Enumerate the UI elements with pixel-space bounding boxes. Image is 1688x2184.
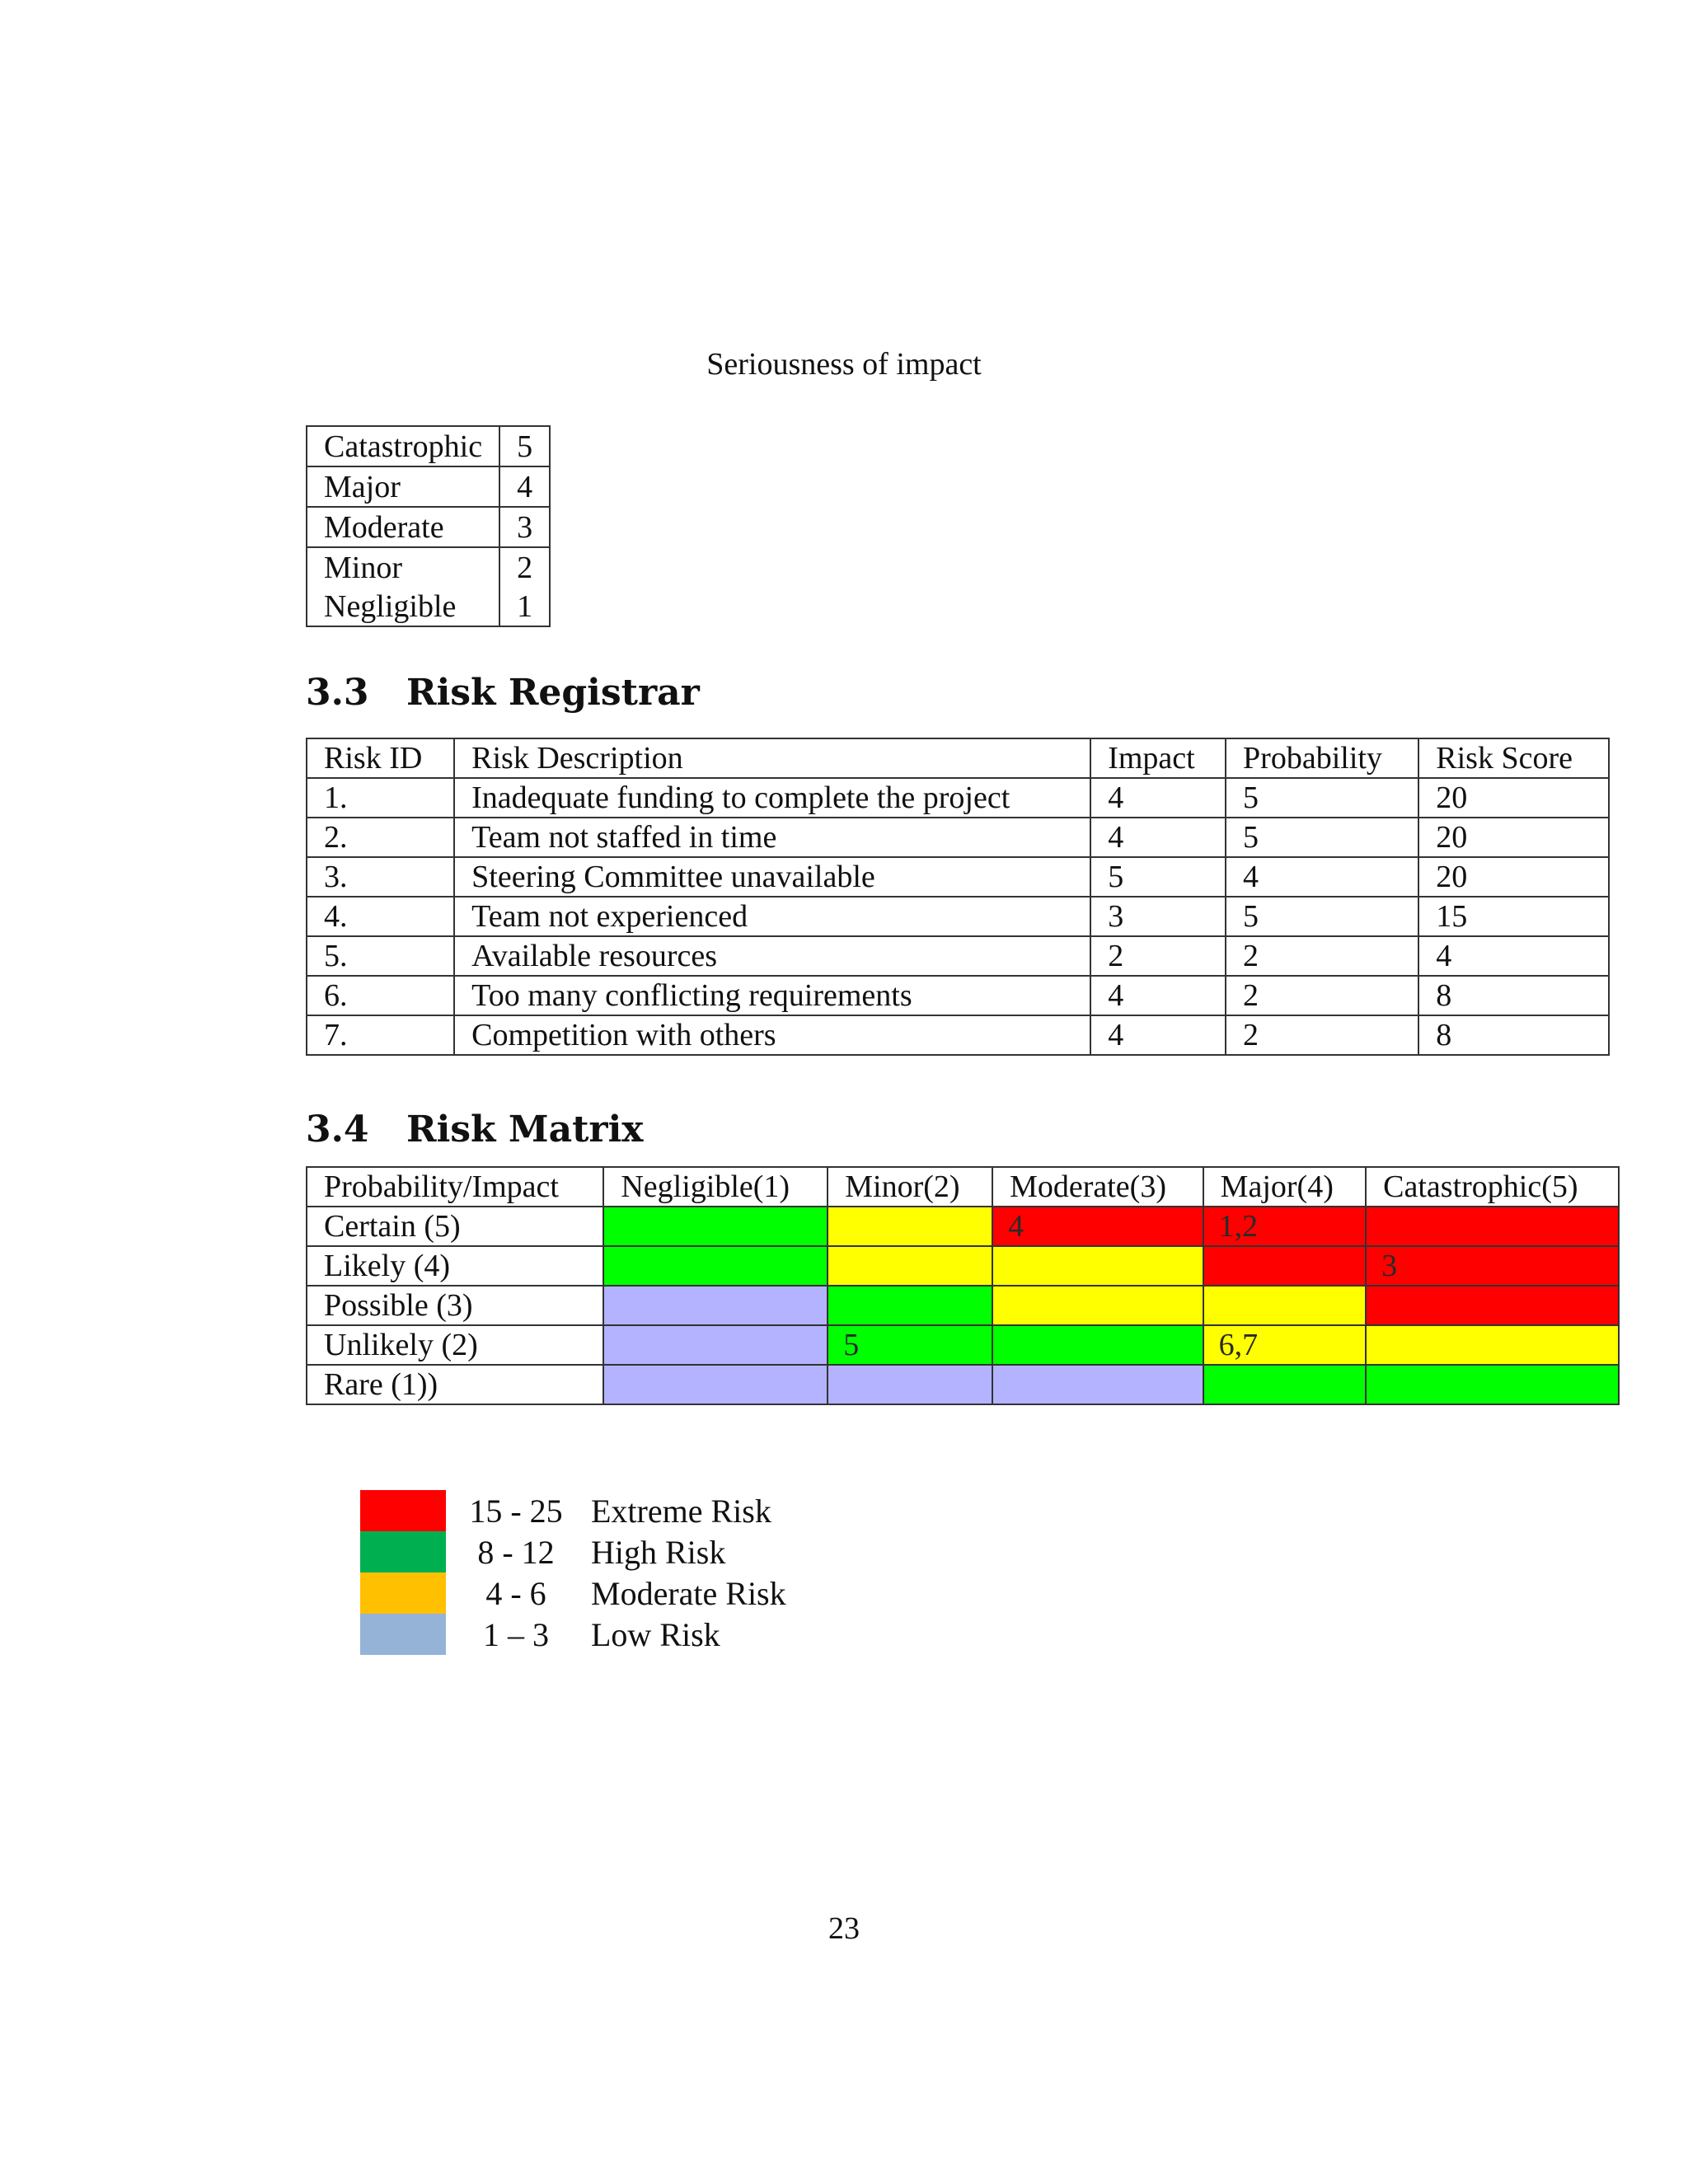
table-cell: 5 [1090, 857, 1226, 897]
legend-row [360, 1614, 786, 1655]
table-cell: 1. [307, 778, 454, 818]
table-cell: 4 [1090, 1015, 1226, 1055]
column-header: Risk ID [307, 738, 454, 778]
legend-label: High Risk [591, 1533, 726, 1571]
table-cell: Inadequate funding to complete the project [454, 778, 1090, 818]
legend-range: 1 – 3 [483, 1615, 549, 1653]
legend-label: Moderate Risk [591, 1574, 786, 1612]
severity-row [307, 507, 550, 547]
section-title: Risk Matrix [406, 1108, 644, 1151]
severity-row [307, 547, 550, 587]
matrix-cell [1203, 1286, 1366, 1325]
matrix-cell [603, 1365, 828, 1404]
risk-registrar-table [306, 738, 1610, 1056]
table-cell: 2 [1226, 1015, 1418, 1055]
table-row [307, 857, 1609, 897]
matrix-row-label: Possible (3) [307, 1286, 603, 1325]
section-number: 3.4 [306, 1108, 369, 1151]
matrix-row-label: Unlikely (2) [307, 1325, 603, 1365]
table-cell: 8 [1418, 976, 1609, 1015]
matrix-column-header: Moderate(3) [992, 1167, 1203, 1207]
legend-swatch [360, 1572, 446, 1614]
severity-value: 3 [499, 507, 550, 547]
matrix-cell [992, 1246, 1203, 1286]
severity-table-body [307, 426, 550, 626]
severity-label: Negligible [307, 587, 499, 626]
severity-row [307, 426, 550, 466]
legend-swatch [360, 1531, 446, 1572]
section-title: Risk Registrar [406, 672, 700, 714]
matrix-column-header: Probability/Impact [307, 1167, 603, 1207]
severity-label: Minor [307, 547, 499, 587]
table-cell: 2 [1226, 976, 1418, 1015]
severity-label: Moderate [307, 507, 499, 547]
table-cell: 2. [307, 818, 454, 857]
matrix-cell [992, 1365, 1203, 1404]
severity-value: 2 [499, 547, 550, 587]
legend-row [360, 1531, 786, 1572]
risk-matrix-heading [306, 1108, 644, 1151]
table-cell: 2 [1090, 936, 1226, 976]
severity-value: 1 [499, 587, 550, 626]
column-header: Risk Score [1418, 738, 1609, 778]
legend-row [360, 1490, 786, 1531]
legend-range: 15 - 25 [469, 1492, 563, 1530]
legend-swatch [360, 1490, 446, 1531]
legend-label: Low Risk [591, 1615, 720, 1653]
matrix-column-header: Minor(2) [828, 1167, 992, 1207]
matrix-column-header: Catastrophic(5) [1366, 1167, 1619, 1207]
matrix-cell [828, 1246, 992, 1286]
matrix-cell: 4 [992, 1207, 1203, 1246]
matrix-cell [603, 1286, 828, 1325]
legend-swatch [360, 1614, 446, 1655]
table-cell: 15 [1418, 897, 1609, 936]
page-number: 23 [828, 1911, 860, 1946]
table-cell: 20 [1418, 778, 1609, 818]
matrix-row [307, 1325, 1619, 1365]
matrix-row [307, 1365, 1619, 1404]
table-row [307, 1015, 1609, 1055]
column-header: Impact [1090, 738, 1226, 778]
table-cell: 7. [307, 1015, 454, 1055]
matrix-row-label: Certain (5) [307, 1207, 603, 1246]
matrix-cell [1366, 1365, 1619, 1404]
table-cell: 20 [1418, 818, 1609, 857]
table-cell: 4 [1090, 778, 1226, 818]
table-cell: 4 [1226, 857, 1418, 897]
table-cell: 2 [1226, 936, 1418, 976]
severity-value: 4 [499, 466, 550, 507]
risk-matrix-table [306, 1166, 1620, 1405]
severity-label: Catastrophic [307, 426, 499, 466]
risk-matrix-body [307, 1167, 1619, 1404]
table-cell: 4 [1418, 936, 1609, 976]
table-row [307, 778, 1609, 818]
matrix-cell [603, 1246, 828, 1286]
matrix-cell [1203, 1365, 1366, 1404]
table-cell: 4 [1090, 976, 1226, 1015]
table-cell: 3 [1090, 897, 1226, 936]
matrix-cell: 3 [1366, 1246, 1619, 1286]
matrix-cell [603, 1207, 828, 1246]
risk-legend [360, 1490, 786, 1655]
table-cell: 20 [1418, 857, 1609, 897]
matrix-cell: 5 [828, 1325, 992, 1365]
matrix-row-label: Likely (4) [307, 1246, 603, 1286]
table-header-row [307, 738, 1609, 778]
legend-range: 4 - 6 [485, 1574, 546, 1612]
severity-table-caption: Seriousness of impact [706, 347, 982, 382]
legend-label: Extreme Risk [591, 1492, 771, 1530]
table-cell: Competition with others [454, 1015, 1090, 1055]
table-cell: Too many conflicting requirements [454, 976, 1090, 1015]
table-cell: 4. [307, 897, 454, 936]
table-row [307, 936, 1609, 976]
table-row [307, 897, 1609, 936]
table-row [307, 976, 1609, 1015]
matrix-header-row [307, 1167, 1619, 1207]
table-row [307, 818, 1609, 857]
legend-row [360, 1572, 786, 1614]
table-cell: 5 [1226, 897, 1418, 936]
matrix-cell: 6,7 [1203, 1325, 1366, 1365]
matrix-column-header: Major(4) [1203, 1167, 1366, 1207]
severity-row [307, 466, 550, 507]
table-cell: 8 [1418, 1015, 1609, 1055]
legend-range: 8 - 12 [477, 1533, 555, 1571]
table-cell: Team not experienced [454, 897, 1090, 936]
matrix-row-label: Rare (1)) [307, 1365, 603, 1404]
matrix-cell [603, 1325, 828, 1365]
severity-value: 5 [499, 426, 550, 466]
risk-registrar-heading [306, 672, 700, 714]
matrix-cell [1203, 1246, 1366, 1286]
matrix-cell: 1,2 [1203, 1207, 1366, 1246]
severity-table [306, 425, 551, 627]
matrix-cell [1366, 1286, 1619, 1325]
table-cell: 5. [307, 936, 454, 976]
table-cell: Steering Committee unavailable [454, 857, 1090, 897]
section-number: 3.3 [306, 672, 369, 714]
table-cell: 6. [307, 976, 454, 1015]
matrix-row [307, 1246, 1619, 1286]
table-cell: Available resources [454, 936, 1090, 976]
matrix-cell [828, 1365, 992, 1404]
column-header: Probability [1226, 738, 1418, 778]
matrix-cell [828, 1286, 992, 1325]
severity-label: Major [307, 466, 499, 507]
matrix-cell [992, 1325, 1203, 1365]
matrix-row [307, 1207, 1619, 1246]
column-header: Risk Description [454, 738, 1090, 778]
table-cell: 4 [1090, 818, 1226, 857]
severity-row [307, 587, 550, 626]
matrix-cell [1366, 1325, 1619, 1365]
matrix-row [307, 1286, 1619, 1325]
matrix-cell [828, 1207, 992, 1246]
risk-registrar-body [307, 738, 1609, 1055]
table-cell: 5 [1226, 778, 1418, 818]
table-cell: Team not staffed in time [454, 818, 1090, 857]
matrix-column-header: Negligible(1) [603, 1167, 828, 1207]
matrix-cell [992, 1286, 1203, 1325]
table-cell: 5 [1226, 818, 1418, 857]
table-cell: 3. [307, 857, 454, 897]
matrix-cell [1366, 1207, 1619, 1246]
